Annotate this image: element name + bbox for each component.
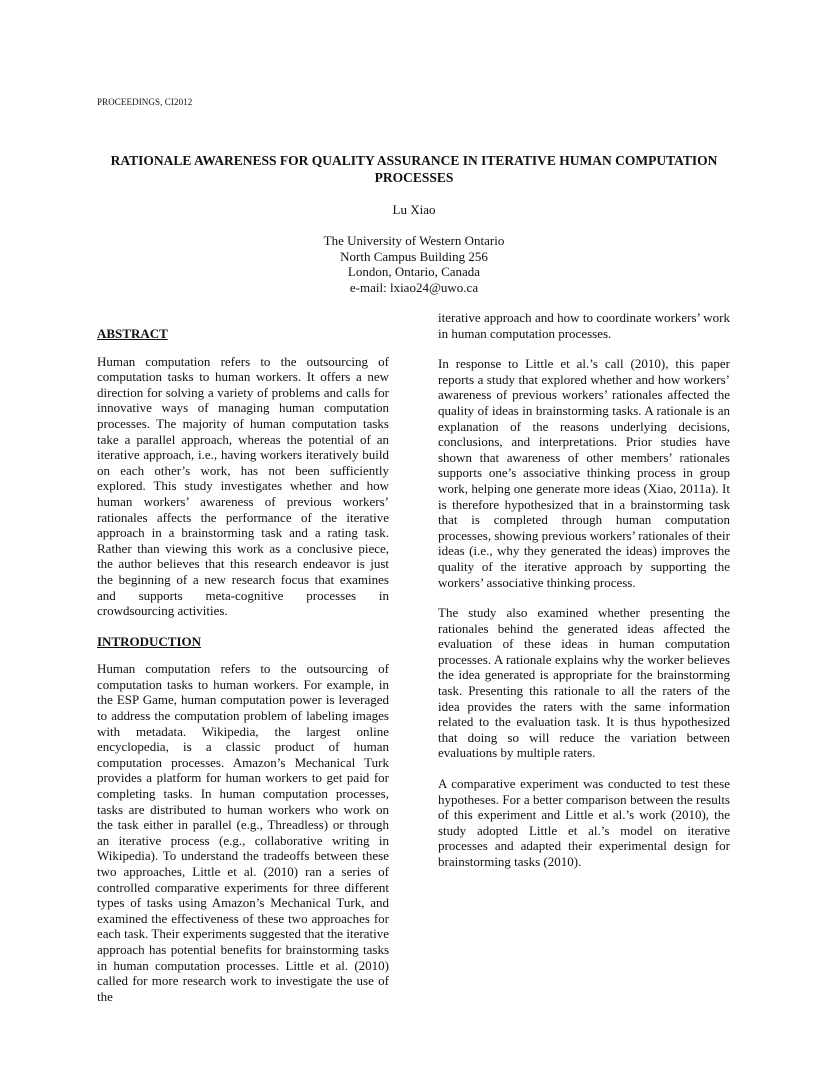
author-name: Lu Xiao [392, 202, 436, 217]
left-column [97, 326, 389, 1004]
right-column [438, 310, 730, 870]
affiliation-email: e-mail: lxiao24@uwo.ca [349, 279, 479, 295]
paper-title: RATIONALE AWARENESS FOR QUALITY ASSURANCE IN ITERATIVE HUMAN COMPUTATION PROCESSES [110, 153, 718, 185]
author-affiliation [0, 233, 828, 295]
affiliation-university: The University of Western Ontario [323, 233, 505, 248]
introduction-paragraph-1-continued: iterative approach and how to coordinate workers’ work in human computation processes. [438, 310, 730, 341]
abstract-text: Human computation refers to the outsourcing of computation tasks to human workers. It offers a new direction for solving a variety of problems and calls for innovative ways of managing human computation processes. The majority of human computation tasks take a parallel approach, whereas the potential of an iterative approach, i.e., having workers iteratively build on each other’s work, has not been sufficiently explored. This study investigates whether and how human workers’ awareness of previous workers’ rationales affects the performance of the iterative approach in a brainstorming task and a rating task. Rather than viewing this work as a conclusive piece, the author believes that this research endeavor is just the beginning of a new research focus that examines and supports meta-cognitive processes in crowdsourcing activities. [97, 353, 389, 619]
running-head: PROCEEDINGS, CI2012 [97, 97, 193, 107]
introduction-paragraph-4: A comparative experiment was conducted to test these hypotheses. For a better comparison between the results of this experiment and Little et al.’s work (2010), the study adopted Little et al.’s model on iterative processes and adapted their experimental design for brainstorming tasks (2010). [438, 776, 730, 869]
abstract-heading: ABSTRACT [97, 326, 168, 341]
introduction-paragraph-1: Human computation refers to the outsourcing of computation tasks to human workers. For example, in the ESP Game, human computation power is leveraged to address the computation problem of labeling images with metadata. Wikipedia, the largest online encyclopedia, is a classic product of human computation processes. Amazon’s Mechanical Turk provides a platform for human workers to get paid for completing tasks. In human computation processes, tasks are distributed to human workers who work on the task either in parallel (e.g., Threadless) or through an iterative process (e.g., collaborative writing in Wikipedia). To understand the tradeoffs between these two approaches, Little et al. (2010) ran a series of controlled comparative experiments for three different types of tasks using Amazon’s Mechanical Turk, and examined the effectiveness of these two approaches for each task. Their experiments suggested that the iterative approach has potential benefits for brainstorming tasks in human computation processes. Little et al. (2010) called for more research work to investigate the use of the [97, 661, 389, 1004]
introduction-paragraph-2: In response to Little et al.’s call (2010), this paper reports a study that explored whether and how workers’ awareness of previous workers’ rationales affected the quality of ideas in brainstorming tasks. A rationale is an explanation of the reasons underlying decisions, conclusions, and interpretations. Prior studies have shown that awareness of other members’ rationales supports one’s associative thinking process in group work, helping one generate more ideas (Xiao, 2011a). It is therefore hypothesized that in a brainstorming task that is completed through human computation processes, showing previous workers’ rationales of their ideas (i.e., why they generated the ideas) improves the quality of the iterative approach by supporting the workers’ associative thinking process. [438, 356, 730, 590]
introduction-heading: INTRODUCTION [97, 633, 202, 649]
affiliation-location: London, Ontario, Canada [347, 264, 481, 279]
affiliation-building: North Campus Building 256 [340, 248, 488, 264]
introduction-paragraph-3: The study also examined whether presenting the rationales behind the generated ideas affected the evaluation of these ideas in human computation processes. A rationale explains why the worker believes the idea generated is appropriate for the brainstorming task. Presenting this rationale to all the raters of the idea provides the raters with the same information related to the evaluation task. It is thus hypothesized that doing so will reduce the variation between evaluations by multiple raters. [438, 605, 730, 761]
